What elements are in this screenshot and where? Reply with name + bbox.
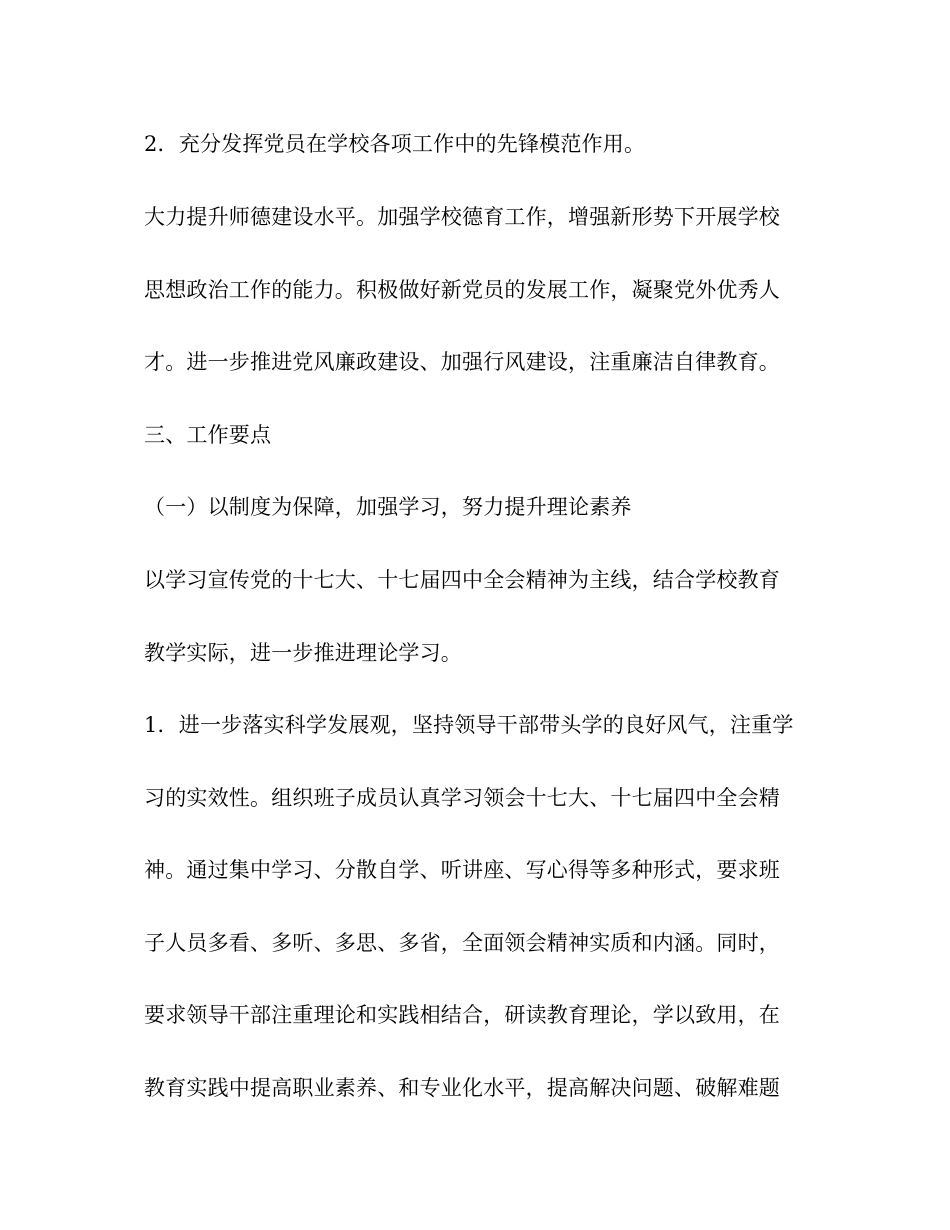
text-line: 才。进一步推进党风廉政建设、加强行风建设，注重廉洁自律教育。 <box>144 350 780 374</box>
text-line: 子人员多看、多听、多思、多省，全面领会精神实质和内涵。同时， <box>144 931 780 955</box>
text-line: 以学习宣传党的十七大、十七届四中全会精神为主线，结合学校教育 <box>144 568 780 592</box>
text-line: 思想政治工作的能力。积极做好新党员的发展工作，凝聚党外优秀人 <box>144 278 780 302</box>
text-line: 要求领导干部注重理论和实践相结合，研读教育理论，学以致用，在 <box>144 1003 780 1027</box>
text-line: 神。通过集中学习、分散自学、听讲座、写心得等多种形式，要求班 <box>144 858 780 882</box>
subsection-heading: （一）以制度为保障，加强学习，努力提升理论素养 <box>144 495 632 519</box>
text-line: 习的实效性。组织班子成员认真学习领会十七大、十七届四中全会精 <box>144 786 780 810</box>
text-line: 教学实际，进一步推进理论学习。 <box>144 641 462 665</box>
text-line: 2．充分发挥党员在学校各项工作中的先锋模范作用。 <box>144 132 646 156</box>
text-line: 教育实践中提高职业素养、和专业化水平，提高解决问题、破解难题 <box>144 1076 780 1100</box>
text-line: 大力提升师德建设水平。加强学校德育工作，增强新形势下开展学校 <box>144 205 780 229</box>
section-heading: 三、工作要点 <box>144 423 272 447</box>
text-line: 1．进一步落实科学发展观，坚持领导干部带头学的良好风气，注重学 <box>144 713 794 737</box>
